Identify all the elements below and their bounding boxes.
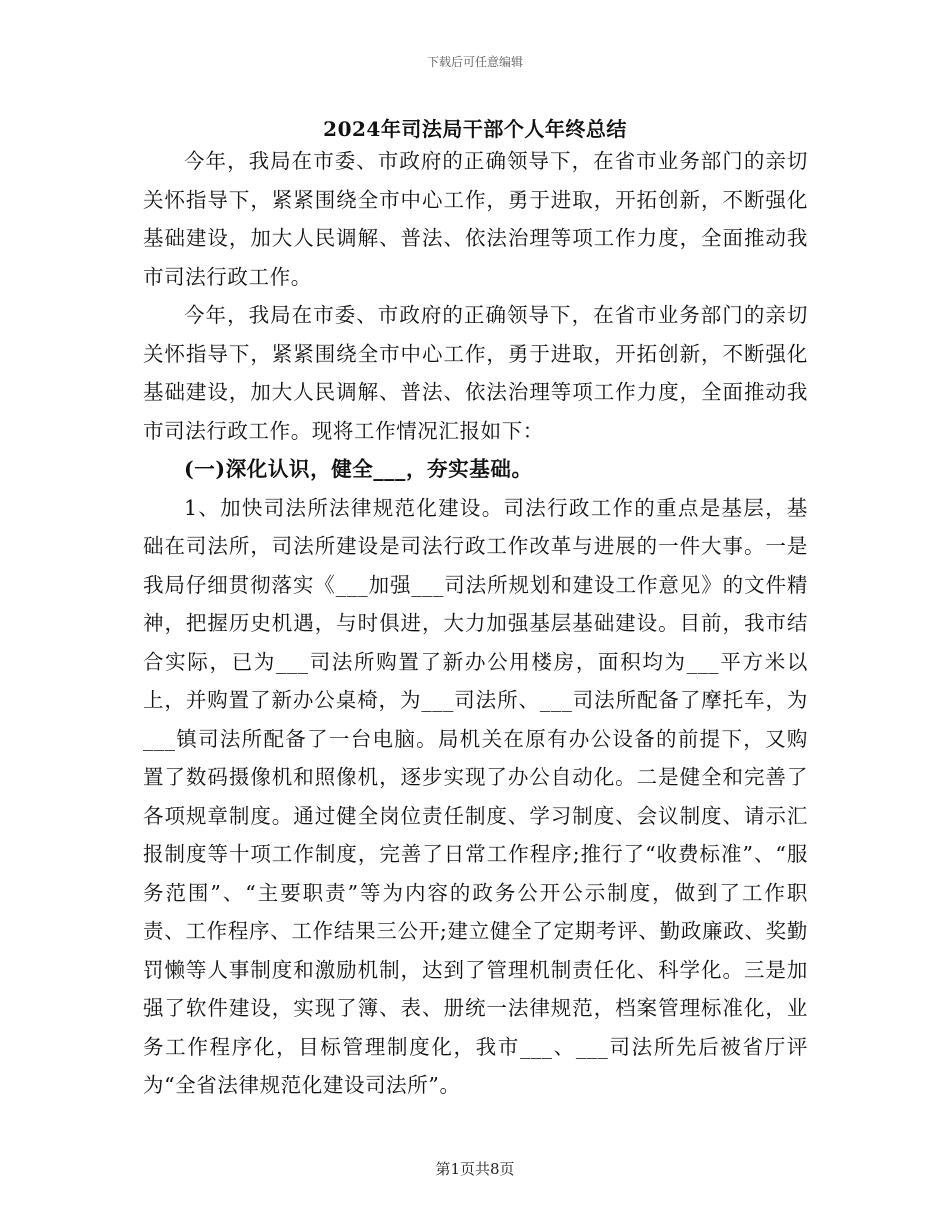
section-paragraph: 1、加快司法所法律规范化建设。司法行政工作的重点是基层，基础在司法所，司法所建设是司法行政工作改革与进展的一件大事。一是我局仔细贯彻落实《___加强___司法所规划和建设工作意见》的文件精神，把握历史机遇，与时俱进，大力加强基层基础建设。目前，我市结合实际，已为___司法所购置了新办公用楼房，面积均为___平方米以上，并购置了新办公桌椅，为___司法所、___司法所配备了摩托车，为___镇司法所配备了一台电脑。局机关在原有办公设备的前提下，又购置了数码摄像机和照像机，逐步实现了办公自动化。二是健全和完善了各项规章制度。通过健全岗位责任制度、学习制度、会议制度、请示汇报制度等十项工作制度，完善了日常工作程序;推行了“收费标准”、“服务范围”、“主要职责”等为内容的政务公开公示制度，做到了工作职责、工作程序、工作结果三公开;建立健全了定期考评、勤政廉政、奖勤罚懒等人事制度和激励机制，达到了管理机制责任化、科学化。三是加强了软件建设，实现了簿、表、册统一法律规范，档案管理标准化，业务工作程序化，目标管理制度化，我市___、___司法所先后被省厅评为“全省法律规范化建设司法所”。 [143,495,808,1097]
document-title: 2024年司法局干部个人年终总结 [323,117,627,141]
paragraph-intro-1: 今年，我局在市委、市政府的正确领导下，在省市业务部门的亲切关怀指导下，紧紧围绕全市中心工作，勇于进取，开拓创新，不断强化基础建设，加大人民调解、普法、依法治理等项工作力度，全面推动我市司法行政工作。 [143,149,808,289]
paragraph-intro-2: 今年，我局在市委、市政府的正确领导下，在省市业务部门的亲切关怀指导下，紧紧围绕全市中心工作，勇于进取，开拓创新，不断强化基础建设，加大人民调解、普法、依法治理等项工作力度，全面推动我市司法行政工作。现将工作情况汇报如下： [143,303,808,443]
page-number: 第1页共8页 [435,1160,515,1178]
document-body [143,142,808,1105]
section-heading: (一)深化认识，健全___，夯实基础。 [184,457,533,481]
header-note: 下载后可任意编辑 [426,55,523,69]
